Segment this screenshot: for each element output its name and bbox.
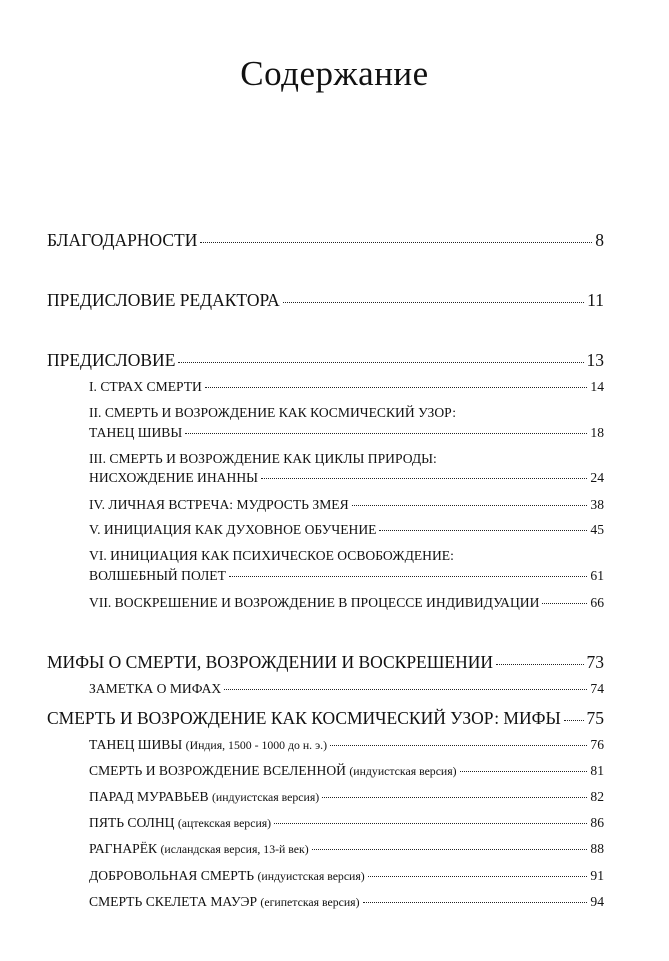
dot-leader [261,478,587,479]
toc-entry-label [89,868,365,884]
toc-entry-note: (Индия, 1500 - 1000 до н. э.) [185,738,328,752]
toc-entry-myth-universe[interactable] [89,763,604,779]
toc-entry-title: ПЯТЬ СОЛНЦ [89,815,175,830]
dot-leader [460,771,588,772]
toc-entry-label: I. СТРАХ СМЕРТИ [89,379,202,394]
toc-entry-myth-skeleton-mauer[interactable] [89,894,604,910]
toc-page-number: 91 [590,868,604,883]
toc-entry-label [89,815,271,831]
toc-entry-note: (индуистская версия) [211,790,320,804]
toc-page-number: 61 [590,568,604,583]
toc-entry-title: ДОБРОВОЛЬНАЯ СМЕРТЬ [89,868,255,883]
toc-page-number: 73 [586,652,604,672]
toc-page-number: 82 [590,789,604,804]
toc-entry-label: VII. ВОСКРЕШЕНИЕ И ВОЗРОЖДЕНИЕ В ПРОЦЕССЕ ИНДИВИДУАЦИИ [89,595,540,610]
toc-entry-chapter-6[interactable] [89,568,604,584]
toc-entry-label [89,763,457,779]
dot-leader [178,362,583,363]
toc-page-number: 24 [590,470,604,485]
toc-page-number: 11 [587,290,604,310]
dot-leader [283,302,584,303]
dot-leader [363,902,588,903]
toc-entry-note: (индуистская версия) [349,764,457,778]
toc-entry-label: ВОЛШЕБНЫЙ ПОЛЕТ [89,568,226,583]
toc-entry-label [89,737,327,753]
toc-entry-label: ТАНЕЦ ШИВЫ [89,425,183,440]
dot-leader [185,433,587,434]
dot-leader [312,849,588,850]
toc-entry-chapter-4[interactable] [89,497,604,513]
toc-entry-cosmic-pattern-myths[interactable] [47,708,604,729]
toc-entry-myth-ragnarok[interactable] [89,841,604,857]
toc-entry-chapter-2[interactable] [89,425,604,441]
toc-entry-title: РАГНАРЁК [89,841,158,856]
toc-entry-acknowledgements[interactable] [47,230,604,251]
toc-page-number: 94 [590,894,604,909]
toc-entry-note: (ацтекская версия) [177,816,272,830]
toc-page-number: 86 [590,815,604,830]
toc-entry-label: МИФЫ О СМЕРТИ, ВОЗРОЖДЕНИИ И ВОСКРЕШЕНИИ [47,652,494,672]
page-title: Содержание [240,54,429,93]
toc-page-number: 75 [586,708,604,728]
toc-entry-chapter-5[interactable] [89,522,604,538]
toc-entry-label: ПРЕДИСЛОВИЕ РЕДАКТОРА [47,290,280,310]
toc-entry-note: (индуистская версия) [257,869,365,883]
toc-page-number: 13 [586,350,604,370]
toc-entry-label: ЗАМЕТКА О МИФАХ [89,681,222,696]
dot-leader [330,745,587,746]
toc-entry-title: СМЕРТЬ И ВОЗРОЖДЕНИЕ ВСЕЛЕННОЙ [89,763,346,778]
toc-page-number: 8 [595,230,604,250]
toc-entry-myths-section[interactable] [47,652,604,673]
dot-leader [224,689,587,690]
toc-entry-note: (египетская версия) [260,895,360,909]
toc-page-number: 38 [590,497,604,512]
dot-leader [274,823,587,824]
toc-entry-label: V. ИНИЦИАЦИЯ КАК ДУХОВНОЕ ОБУЧЕНИЕ [89,522,377,537]
dot-leader [564,720,584,721]
toc-entry-note-on-myths[interactable] [89,681,604,697]
toc-page-number: 14 [590,379,604,394]
toc-entry-myth-ants[interactable] [89,789,604,805]
toc-entry-chapter-6-line1[interactable]: VI. ИНИЦИАЦИЯ КАК ПСИХИЧЕСКОЕ ОСВОБОЖДЕНИЕ: [89,548,454,563]
dot-leader [229,576,587,577]
toc-page-number: 88 [590,841,604,856]
toc-entry-label: БЛАГОДАРНОСТИ [47,230,198,250]
dot-leader [205,387,588,388]
dot-leader [379,530,587,531]
toc-page-number: 66 [590,595,604,610]
toc-entry-myth-five-suns[interactable] [89,815,604,831]
toc-page-number: 81 [590,763,604,778]
toc-entry-title: ТАНЕЦ ШИВЫ [89,737,183,752]
toc-entry-label [89,789,319,805]
toc-entry-myth-shiva-dance[interactable] [89,737,604,753]
toc-entry-label: НИСХОЖДЕНИЕ ИНАННЫ [89,470,258,485]
toc-entry-chapter-3[interactable] [89,470,604,486]
toc-entry-label [89,841,309,857]
toc-page-number: 76 [590,737,604,752]
dot-leader [352,505,588,506]
dot-leader [200,242,592,243]
dot-leader [542,603,587,604]
dot-leader [322,797,587,798]
dot-leader [368,876,588,877]
toc-entry-chapter-1[interactable] [89,379,604,395]
toc-entry-editor-preface[interactable] [47,290,604,311]
toc-page-number: 45 [590,522,604,537]
toc-entry-label: IV. ЛИЧНАЯ ВСТРЕЧА: МУДРОСТЬ ЗМЕЯ [89,497,349,512]
toc-entry-label: ПРЕДИСЛОВИЕ [47,350,176,370]
toc-entry-label: СМЕРТЬ И ВОЗРОЖДЕНИЕ КАК КОСМИЧЕСКИЙ УЗОР: МИФЫ [47,708,561,728]
toc-entry-title: ПАРАД МУРАВЬЕВ [89,789,209,804]
toc-entry-chapter-2-line1[interactable]: II. СМЕРТЬ И ВОЗРОЖДЕНИЕ КАК КОСМИЧЕСКИЙ УЗОР: [89,405,456,420]
toc-entry-chapter-3-line1[interactable]: III. СМЕРТЬ И ВОЗРОЖДЕНИЕ КАК ЦИКЛЫ ПРИРОДЫ: [89,451,437,466]
toc-entry-label [89,894,360,910]
toc-page-number: 74 [590,681,604,696]
toc-entry-preface[interactable] [47,350,604,371]
toc-entry-chapter-7[interactable] [89,595,604,611]
toc-page-number: 18 [590,425,604,440]
dot-leader [496,664,583,665]
toc-entry-myth-voluntary-death[interactable] [89,868,604,884]
toc-entry-note: (исландская версия, 13-й век) [160,842,309,856]
toc-entry-title: СМЕРТЬ СКЕЛЕТА МАУЭР [89,894,258,909]
